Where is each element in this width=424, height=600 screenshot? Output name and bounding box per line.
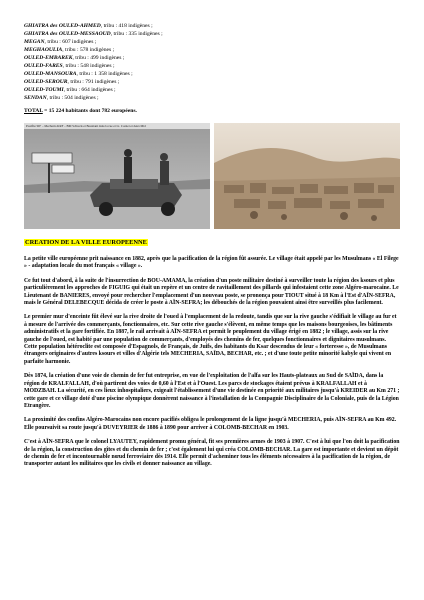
tribe-row — [24, 94, 400, 102]
population-total — [24, 108, 400, 114]
tribe-name: OULED-MANSOURA — [24, 71, 77, 77]
total-label: TOTAL — [24, 108, 43, 114]
tribe-row — [24, 62, 400, 70]
tribe-row — [24, 54, 400, 62]
paragraph: La proximité des confins Algéro-Marocains non encore pacifiés obligea le prolongement de la ligne jusqu'à MECHERIA, puis AÏN-SEFRA au Km 492. Elle poursuivit sa route jusqu'à DUVEYRIER de 1886 à 1890 pour arriver à COLOMB-BECHAR en 1903. — [24, 417, 397, 431]
street-photo-image — [24, 123, 210, 229]
tribe-count: , tribu : 504 indigènes ; — [46, 95, 99, 101]
tribe-count: , tribu : 791 indigènes ; — [67, 79, 120, 85]
tribe-list — [24, 22, 400, 102]
tribe-count: , tribu : 578 indigènes ; — [62, 47, 115, 53]
town-photo-image — [214, 123, 400, 229]
tribe-name: OULED-EMBAREK — [24, 55, 73, 61]
tribe-row — [24, 78, 400, 86]
tribe-row — [24, 38, 400, 46]
tribe-count: , tribu : 607 indigènes ; — [44, 39, 97, 45]
tribe-name: OULED-TOUMI — [24, 87, 64, 93]
tribe-name: GHIATRA des OULED-AHMED — [24, 23, 101, 29]
tribe-name: GHIATRA des OULED-MESSAOUD — [24, 31, 111, 37]
tribe-count: , tribu : 499 indigènes ; — [72, 55, 125, 61]
tribe-name: MEGAN — [24, 39, 45, 45]
historical-photo-town — [214, 123, 400, 229]
historical-photo-street — [24, 123, 210, 229]
photo-strip — [24, 123, 400, 229]
photo-caption: Postfile SIF – Mecheria KRF – BM Schreck et Bouziani dans la rue et Lt. Cornet et deux Mtd — [24, 123, 210, 129]
tribe-row — [24, 70, 400, 78]
paragraph: Le premier mur d'enceinte fût élevé sur la rive droite de l'oued à l'emplacement de la redoute, tandis que sur la rive gauche s'édifiait le village au fur et à mesure de l'arrivée des commerçants, fonctionnaires, etc. Sur cette rive gauche s'élèvent, en même temps que les maisons bourgeoises, les bâtiments administratifs et la gare fortifiée. En 1887, le rail arrivait à AÏN-SEFRA et permit le peuplement du village érigé en 1882 ; le village, assis sur la rive gauche de l'oued, est habité par une population de commerçants, d'employés des chemins de fer, quelques fonctionnaires et dignitaires musulmans. Cette population hétéroclite est composée d'Espagnols, de Français, de Juifs, des habitants du Ksar descendus de leur « forteresse », de Musulmans étrangers originaires d'autres ksours et villes d'Algérie tels MECHERIA, SAÏDA, BECHAR, etc. ; et d'une toute petite minorité kabyle qui vivent en parfaite harmonie. — [24, 314, 397, 365]
tribe-row — [24, 22, 400, 30]
section-title: CREATION DE LA VILLE EUROPEENNE — [25, 239, 147, 246]
tribe-count: , tribu : 335 indigènes ; — [110, 31, 163, 37]
tribe-row — [24, 46, 400, 54]
tribe-count: , tribu : 1 358 indigènes ; — [76, 71, 133, 77]
tribe-name: SENDAN — [24, 95, 47, 101]
tribe-name: OULED-SEROUR — [24, 79, 68, 85]
paragraph: C'est à AÏN-SEFRA que le colonel LYAUTEY, rapidement promu général, fit ses premières armes de 1903 à 1907. C'est à lui que l'on doit la pacification de la région, la construction des gîtes et du chemin de fer ; c'est également lui qui créa COLOMB-BECHAR. La gare est importante et devient un dépôt de chemin de fer et incontournable nœud ferroviaire dès 1914. Elle permit d'acheminer tous les éléments nécessaires à la pacification de la région, de transporter autant les militaires que les civils et donner naissance au village. — [24, 439, 400, 468]
tribe-count: , tribu : 548 indigènes ; — [62, 63, 115, 69]
tribe-name: OULED-FARES — [24, 63, 63, 69]
paragraph: La petite ville européenne prit naissance en 1882, après que la pacification de la région fût assurée. Le village était appelé par les Musulmans « El Filege » - adaptation locale du mot français « village ». — [24, 256, 399, 270]
tribe-row — [24, 86, 400, 94]
document-page — [24, 22, 400, 469]
tribe-count: , tribu : 418 indigènes ; — [100, 23, 153, 29]
paragraph: Ce fut tout d'abord, à la suite de l'insurrection de BOU-AMAMA, la création d'un poste militaire destiné à surveiller toute la région des ksours et plus particulièrement les approches de FIGUIG qui était un repère et un centre de ravitaillement des pillards qui infestaient cette zone Algéro-marocaine. Le Lieutenant de BANIERES, envoyé pour rechercher l'emplacement d'un nouveau poste, se prononça pour TIOUT situé à 18 Km à l'Est d'AÏN-SEFRA, mais le Général DELEBECQUE décida de créer le poste à AÏN-SEFRA; les débouchés de la région pouvaient ainsi être surveillés plus facilement. — [24, 277, 399, 307]
tribe-name: MEGHAOULIA — [24, 47, 63, 53]
tribe-count: , tribu : 664 indigènes ; — [63, 87, 116, 93]
tribe-row — [24, 30, 400, 38]
total-text: = 15 224 habitants dont 782 européens. — [42, 108, 137, 114]
paragraph: Dès 1874, la création d'une voie de chemin de fer fut entreprise, en vue de l'exploitation de l'alfa sur les Hauts-plateaux au Sud de SAÏDA, dans la région de KRALFALLAH, d'où partirent des voies de 0,60 à l'Est et à l'Ouest. Les parcs de stockages étaient prévus à KRALFALLAH et à MODZBAH. La sécurité, en ces lieux inhospitaliers, exigeait l'établissement d'une vie destinée en priorité aux militaires jusqu'à KREIDER au Km 271 ; cette gare et ce village doté d'une piscine olympique donnèrent naissance à l'installation de la Compagnie Disciplinaire de la Coloniale, puis de la Légion Etrangère. — [24, 373, 400, 409]
